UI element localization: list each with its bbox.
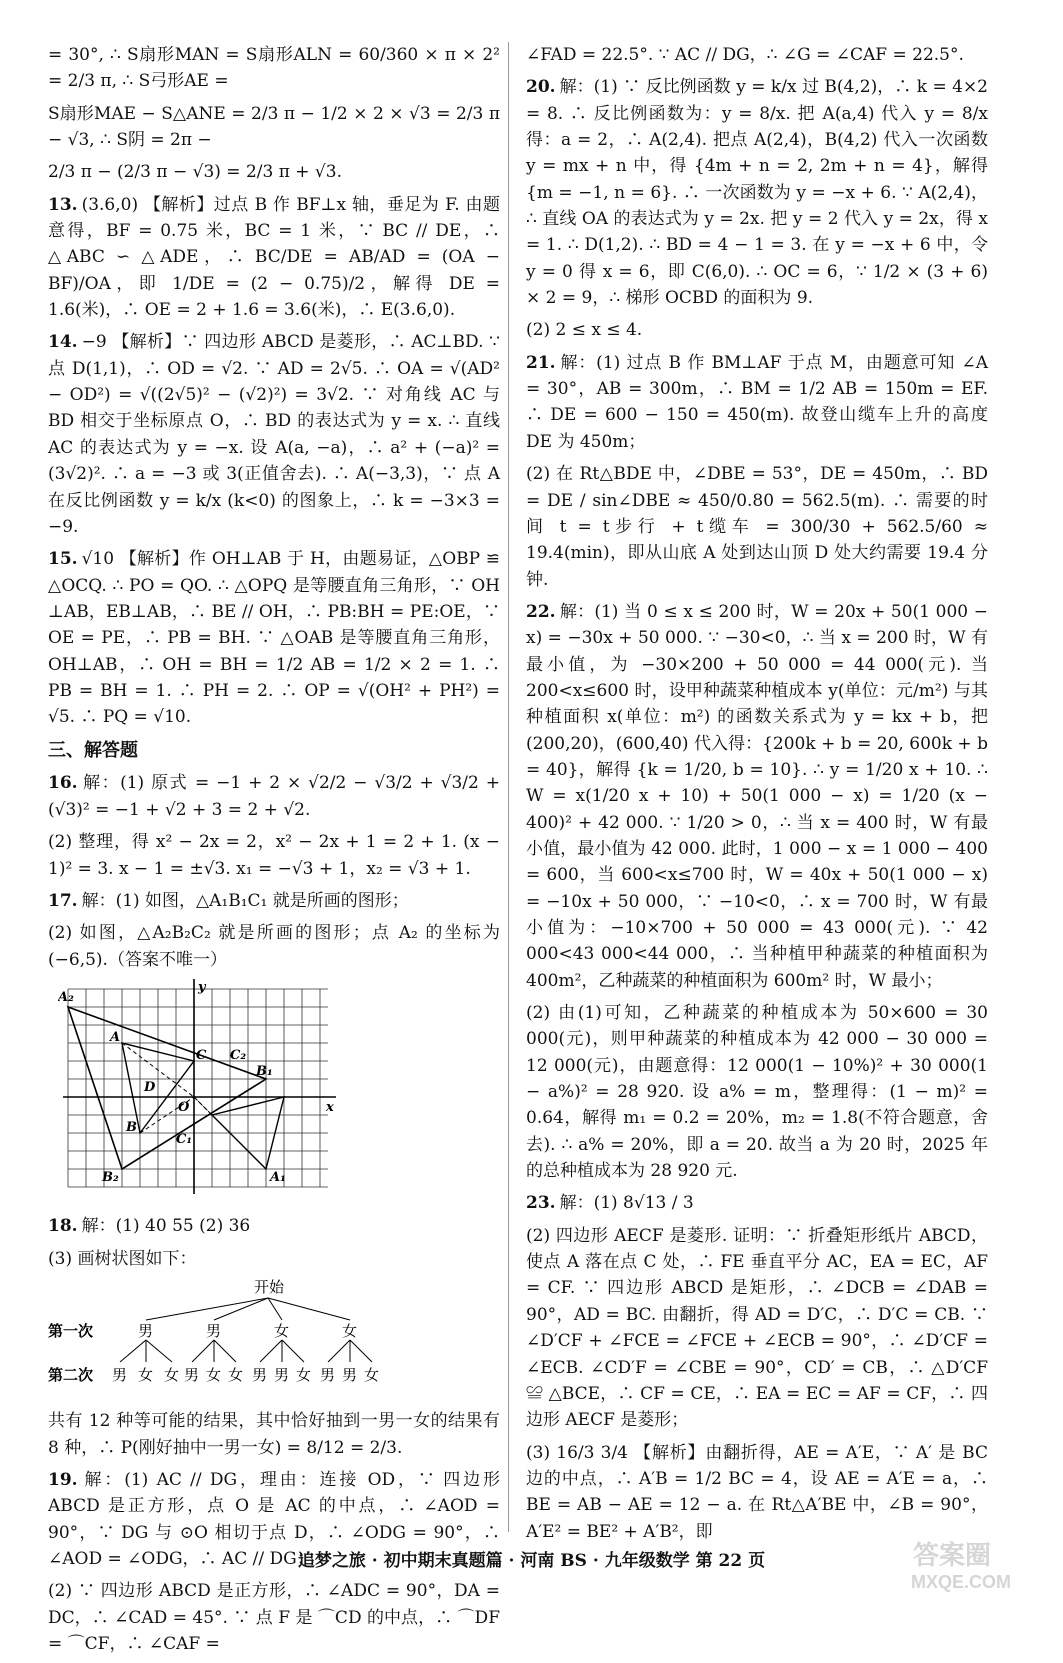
question-15 — [48, 546, 500, 730]
tree-second-6: 女 — [228, 1365, 244, 1384]
question-number: 21. — [526, 352, 556, 373]
question-16a — [48, 770, 500, 823]
label-c1: C₁ — [176, 1131, 193, 1147]
continuation-text-3: 2/3 π − (2/3 π − √3) = 2/3 π + √3. — [48, 162, 342, 183]
tree-first-3: 女 — [274, 1321, 290, 1340]
label-a1: A₁ — [270, 1169, 286, 1185]
page-footer: 追梦之旅 · 初中期末真题篇 · 河南 BS · 九年级数学 第 22 页 — [297, 1551, 766, 1571]
right-column — [526, 42, 988, 1551]
label-a: A — [110, 1029, 121, 1045]
question-number: 18. — [48, 1216, 78, 1237]
question-17a — [48, 888, 500, 914]
question-18c: 共有 12 种等可能的结果，其中恰好抽到一男一女的结果有 8 种，∴ P(刚好抽中一男一女) = 8/12 = 2/3. — [48, 1411, 500, 1458]
question-number: 22. — [526, 601, 556, 622]
question-14 — [48, 329, 500, 540]
question-text: (3.6,0) 【解析】过点 B 作 BF⊥x 轴，垂足为 F. 由题意得，BF = 0.75 米，BC = 1 米，∵ BC // DE，∴ △ABC ∽ △ADE，∴ BC/DE = AB/AD = (OA − BF)/OA，即 1/DE = (2 − 0.75)/2，解得 DE = 1.6(米)，∴ OE = 2 + 1.6 = 3.6(米)，∴ E(3.6,0). — [48, 194, 500, 321]
tree-second-5: 女 — [206, 1365, 222, 1384]
label-a2: A₂ — [58, 989, 74, 1005]
tree-second-8: 男 — [274, 1365, 290, 1384]
question-text: √10 【解析】作 OH⊥AB 于 H，由题易证，△OBP ≌ △OCQ. ∴ PO = QO. ∴ △OPQ 是等腰直角三角形，∵ OH ⊥AB，EB⊥AB，∴ BE // OH，∴ PB:BH = PE:OE，∵ OE = PE，∴ PB = BH. ∵ △OAB 是等腰直角三角形，OH⊥AB，∴ OH = BH = 1/2 AB = 1/2 × 2 = 1. ∴ PB = BH = 1. ∴ PH = 2. ∴ OP = √(OH² + PH²) = √5. ∴ PQ = √10. — [48, 549, 500, 728]
question-22b: (2) 由(1)可知，乙种蔬菜的种植成本为 50×600 = 30 000(元)，则甲种蔬菜的种植成本为 42 000 − 30 000 = 12 000(元)，由题意得：12 000(1 − 10%)² + 30 000(1 − a%)² = 28 920. 设 a% = m，整理得：(1 − m)² = 0.64，解得 m₁ = 0.2 = 20%，m₂ = 1.8(不符合题意，舍去). ∴ a% = 20%，即 a = 20. 故当 a 为 20 时，2025 年的总种植成本为 28 920 元. — [526, 1003, 988, 1182]
coordinate-grid-figure — [58, 979, 500, 1207]
label-o: O — [178, 1099, 190, 1115]
question-22a — [526, 599, 988, 994]
watermark-logo — [903, 1534, 1053, 1594]
label-c: C — [196, 1047, 207, 1063]
question-21a — [526, 350, 988, 455]
question-number: 20. — [526, 77, 556, 98]
question-18a — [48, 1213, 500, 1239]
label-d: D — [144, 1079, 156, 1095]
tree-second-label: 第二次 — [48, 1365, 94, 1384]
question-number: 15. — [48, 549, 78, 570]
question-number: 13. — [48, 194, 78, 215]
tree-first-4: 女 — [342, 1321, 358, 1340]
question-16b: (2) 整理，得 x² − 2x = 2，x² − 2x + 1 = 2 + 1. (x − 1)² = 3. x − 1 = ±√3. x₁ = −√3 + 1，x₂ = √3 + 1. — [48, 832, 500, 879]
question-20a — [526, 74, 988, 311]
tree-diagram — [48, 1278, 500, 1406]
continuation-text-1: = 30°, ∴ S扇形MAN = S扇形ALN = 60/360 × π × 2² = 2/3 π, ∴ S弓形AE = — [48, 45, 500, 92]
question-text: 解：(1) 如图，△A₁B₁C₁ 就是所画的图形； — [81, 890, 409, 911]
question-number: 19. — [48, 1469, 78, 1490]
left-column — [48, 42, 500, 1663]
question-text: 解：(1) 原式 = −1 + 2 × √2/2 − √3/2 + √3/2 + (√3)² = −1 + √2 + 3 = 2 + √2. — [48, 773, 500, 820]
label-b: B — [126, 1119, 137, 1135]
tree-svg — [48, 1278, 488, 1398]
question-number: 23. — [526, 1193, 556, 1214]
question-text: 解：(1) 过点 B 作 BM⊥AF 于点 M，由题意可知 ∠A = 30°，AB = 300m，∴ BM = 1/2 AB = 150m = EF. ∴ DE = 600 − 150 = 450(m). 故登山缆车上升的高度 DE 为 450m； — [526, 352, 988, 452]
dashed-line-c — [194, 1061, 212, 1115]
column-divider — [508, 42, 509, 1532]
tree-start: 开始 — [254, 1277, 285, 1296]
question-20b: (2) 2 ≤ x ≤ 4. — [526, 320, 643, 341]
continuation-text-2: S扇形MAE − S△ANE = 2/3 π − 1/2 × 2 × √3 = 2/3 π − √3, ∴ S阴 = 2π − — [48, 103, 500, 151]
section-heading: 三、解答题 — [48, 739, 138, 761]
tree-second-10: 男 — [320, 1365, 336, 1384]
watermark-line-2: MXQE.COM — [911, 1572, 1012, 1592]
label-b2: B₂ — [102, 1169, 119, 1185]
tree-first-1: 男 — [138, 1321, 154, 1340]
tree-second-1: 男 — [112, 1365, 128, 1384]
tree-first-2: 男 — [206, 1321, 222, 1340]
question-number: 16. — [48, 773, 78, 794]
question-13 — [48, 192, 500, 324]
tree-second-2: 女 — [138, 1365, 154, 1384]
label-b1: B₁ — [256, 1063, 273, 1079]
tree-second-3: 女 — [164, 1365, 180, 1384]
question-text: 解：(1) 当 0 ≤ x ≤ 200 时，W = 20x + 50(1 000 − x) = −30x + 50 000. ∵ −30<0，∴ 当 x = 200 时，W 有最小值，为 −30×200 + 50 000 = 44 000(元). 当 200<x≤600 时，设甲种蔬菜种植成本 y(单位：元/m²) 与其种植面积 x(单位：m²) 的函数关系式为 y = kx + b，把 (200,20)，(600,40) 代入得：{200k + b = 20, 600k + b = 40}，解得 {k = 1/20, b = 10}. ∴ y = 1/20 x + 10. ∴ W = x(1/20 x + 10) + 50(1 000 − x) = 1/20 (x − 400)² + 42 000. ∵ 1/20 > 0，∴ 当 x = 400 时，W 有最小值，最小值为 42 000. 此时，1 000 − x = 1 000 − 400 = 600，当 600<x≤700 时，W = 40x + 50(1 000 − x) = −10x + 50 000，∵ −10<0，∴ x = 700 时，W 有最小值为：−10×700 + 50 000 = 43 000(元). ∵ 42 000<43 000<44 000，∴ 当种植甲种蔬菜的种植面积为 400m²，乙种蔬菜的种植面积为 600m² 时，W 最小； — [526, 601, 988, 991]
question-18b: (3) 画树状图如下： — [48, 1248, 197, 1269]
tree-second-7: 男 — [252, 1365, 268, 1384]
tree-second-9: 女 — [296, 1365, 312, 1384]
grid-svg — [58, 979, 338, 1199]
tree-second-4: 男 — [184, 1365, 200, 1384]
question-17b: (2) 如图，△A₂B₂C₂ 就是所画的图形；点 A₂ 的坐标为 (−6,5).（答案不唯一） — [48, 923, 500, 970]
tree-second-11: 男 — [342, 1365, 358, 1384]
question-21b: (2) 在 Rt△BDE 中，∠DBE = 53°，DE = 450m，∴ BD = DE / sin∠DBE ≈ 450/0.80 = 562.5(m). ∴ 需要的时间 t = t步行 + t缆车 = 300/30 + 562.5/60 ≈ 19.4(min)，即从山底 A 处到达山顶 D 处大约需要 19.4 分钟. — [526, 464, 988, 590]
question-text: 解：(1) 8√13 / 3 — [559, 1193, 694, 1214]
question-number: 14. — [48, 332, 78, 353]
label-c2: C₂ — [230, 1047, 247, 1063]
label-y: y — [198, 979, 206, 995]
watermark-line-1: 答案圈 — [913, 1540, 992, 1570]
tree-second-12: 女 — [364, 1365, 380, 1384]
triangle-a2b2c2 — [68, 1007, 266, 1169]
question-23b: (2) 四边形 AECF 是菱形. 证明：∵ 折叠矩形纸片 ABCD，使点 A 落在点 C 处，∴ FE 垂直平分 AC，EA = EC，AF = CF. ∵ 四边形 ABCD 是矩形，∴ ∠DCB = ∠DAB = 90°，AD = BC. 由翻折，得 AD = D′C，∴ D′C = CB. ∵ ∠D′CF + ∠FCE = ∠FCE + ∠ECB = 90°，∴ ∠D′CF = ∠ECB. ∠CD′F = ∠CBE = 90°，CD′ = CB，∴ △D′CF ≌ △BCE，∴ CF = CE，∴ EA = EC = AF = CF，∴ 四边形 AECF 是菱形； — [526, 1225, 988, 1431]
question-text: −9 【解析】∵ 四边形 ABCD 是菱形，∴ AC⊥BD. ∵ 点 D(1,1)，∴ OD = √2. ∵ AD = 2√5. ∴ OA = √(AD² − OD²) = √((2√5)² − (√2)²) = 3√2. ∵ 对角线 AC 与 BD 相交于坐标原点 O，∴ BD 的表达式为 y = x. ∴ 直线 AC 的表达式为 y = −x. 设 A(a, −a)，∴ a² + (−a)² = (3√2)². ∴ a = −3 或 3(正值舍去). ∴ A(−3,3)，∵ 点 A 在反比例函数 y = k/x (k<0) 的图象上，∴ k = −3×3 = −9. — [48, 332, 500, 537]
label-x: x — [326, 1099, 334, 1115]
question-23c: (3) 16/3 3/4 【解析】由翻折得，AE = A′E，∵ A′ 是 BC 边的中点，∴ A′B = 1/2 BC = 4，设 AE = A′E = a，∴ BE = AB − AE = 12 − a. 在 Rt△A′BE 中，∠B = 90°，A′E² = BE² + A′B²，即 — [526, 1442, 988, 1542]
question-text: 解：(1) 40 55 (2) 36 — [81, 1216, 251, 1237]
continuation-text-right: ∠FAD = 22.5°. ∵ AC // DG，∴ ∠G = ∠CAF = 22.5°. — [526, 45, 964, 65]
question-23a — [526, 1190, 988, 1216]
question-number: 17. — [48, 890, 78, 911]
tree-first-label: 第一次 — [48, 1321, 94, 1340]
question-text: 解：(1) ∵ 反比例函数 y = k/x 过 B(4,2)，∴ k = 4×2 = 8. ∴ 反比例函数为：y = 8/x. 把 A(a,4) 代入 y = 8/x 得：a = 2，∴ A(2,4). 把点 A(2,4)，B(4,2) 代入一次函数 y = mx + n 中，得 {4m + n = 2, 2m + n = 4}，解得 {m = −1, n = 6}. ∴ 一次函数为 y = −x + 6. ∵ A(2,4)，∴ 直线 OA 的表达式为 y = 2x. 把 y = 2 代入 y = 2x，得 x = 1. ∴ D(1,2). ∴ BD = 4 − 1 = 3. 在 y = −x + 6 中，令 y = 0 得 x = 6，即 C(6,0). ∴ OC = 6，∵ 1/2 × (3 + 6) × 2 = 9，∴ 梯形 OCBD 的面积为 9. — [526, 77, 988, 309]
question-text: 解：(1) AC // DG，理由：连接 OD，∵ 四边形 ABCD 是正方形，点 O 是 AC 的中点，∴ ∠AOD = 90°，∵ DG 与 ⊙O 相切于点 D，∴ ∠ODG = 90°，∴ ∠AOD = ∠ODG，∴ AC // DG； — [48, 1469, 500, 1569]
question-19b: (2) ∵ 四边形 ABCD 是正方形，∴ ∠ADC = 90°，DA = DC，∴ ∠CAD = 45°. ∵ 点 F 是 ⌒CD 的中点，∴ ⌒DF = ⌒CF，∴ ∠CAF = — [48, 1581, 500, 1655]
